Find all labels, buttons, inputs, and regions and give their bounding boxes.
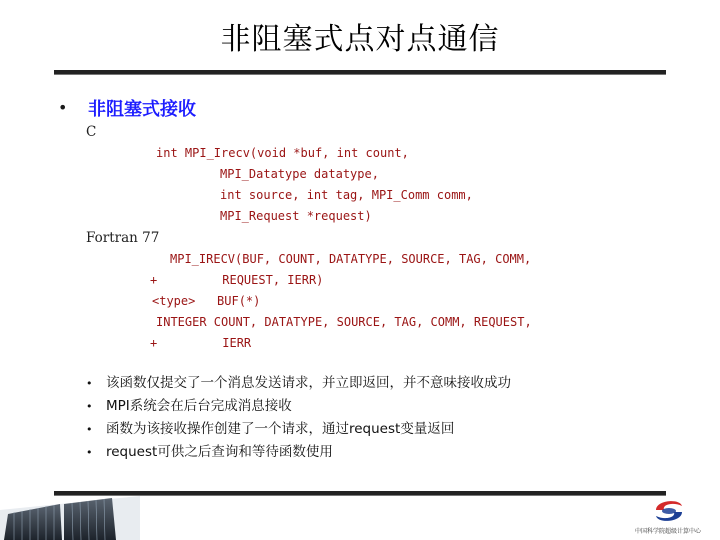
fortran-code-line: INTEGER COUNT, DATATYPE, SOURCE, TAG, COMM, REQUEST, [156, 315, 532, 329]
bullet-dot: • [86, 423, 93, 436]
list-item [86, 441, 511, 464]
bullet-dot: • [86, 446, 93, 459]
c-code-line: int MPI_Irecv(void *buf, int count, [156, 146, 409, 160]
note-text: request可供之后查询和等待函数使用 [106, 444, 333, 460]
c-language-label: C [86, 124, 97, 140]
server-racks-image [0, 496, 140, 540]
list-item [86, 395, 511, 418]
section-heading: 非阻塞式接收 [88, 99, 196, 120]
fortran-code-line: + IERR [150, 336, 252, 350]
c-code-line: MPI_Request *request) [220, 209, 372, 223]
fortran-language-label: Fortran 77 [86, 230, 160, 246]
code-figure [86, 122, 606, 354]
notes-list [86, 372, 511, 464]
note-text: 该函数仅提交了一个消息发送请求，并立即返回，并不意味接收成功 [106, 375, 511, 391]
institution-logo [616, 496, 720, 540]
logo-caption: 中国科学院超级计算中心 [634, 528, 701, 535]
fortran-code-line: MPI_IRECV(BUF, COUNT, DATATYPE, SOURCE, TAG, COMM, [170, 252, 532, 266]
bullet-dot: • [86, 377, 93, 390]
section-bullet: • [58, 98, 68, 117]
list-item [86, 418, 511, 441]
slide-title: 非阻塞式点对点通信 [220, 22, 500, 57]
fortran-code-line: + REQUEST, IERR) [150, 273, 324, 287]
note-text: MPI系统会在后台完成消息接收 [106, 398, 292, 414]
logo-emblem-icon [616, 496, 720, 526]
title-divider [54, 70, 666, 75]
note-text: 函数为该接收操作创建了一个请求，通过request变量返回 [106, 421, 455, 437]
footer-divider [54, 491, 666, 496]
c-code-line: int source, int tag, MPI_Comm comm, [220, 188, 473, 202]
list-item [86, 372, 511, 395]
c-code-line: MPI_Datatype datatype, [220, 167, 379, 181]
bullet-dot: • [86, 400, 93, 413]
fortran-code-line: <type> BUF(*) [152, 294, 261, 308]
